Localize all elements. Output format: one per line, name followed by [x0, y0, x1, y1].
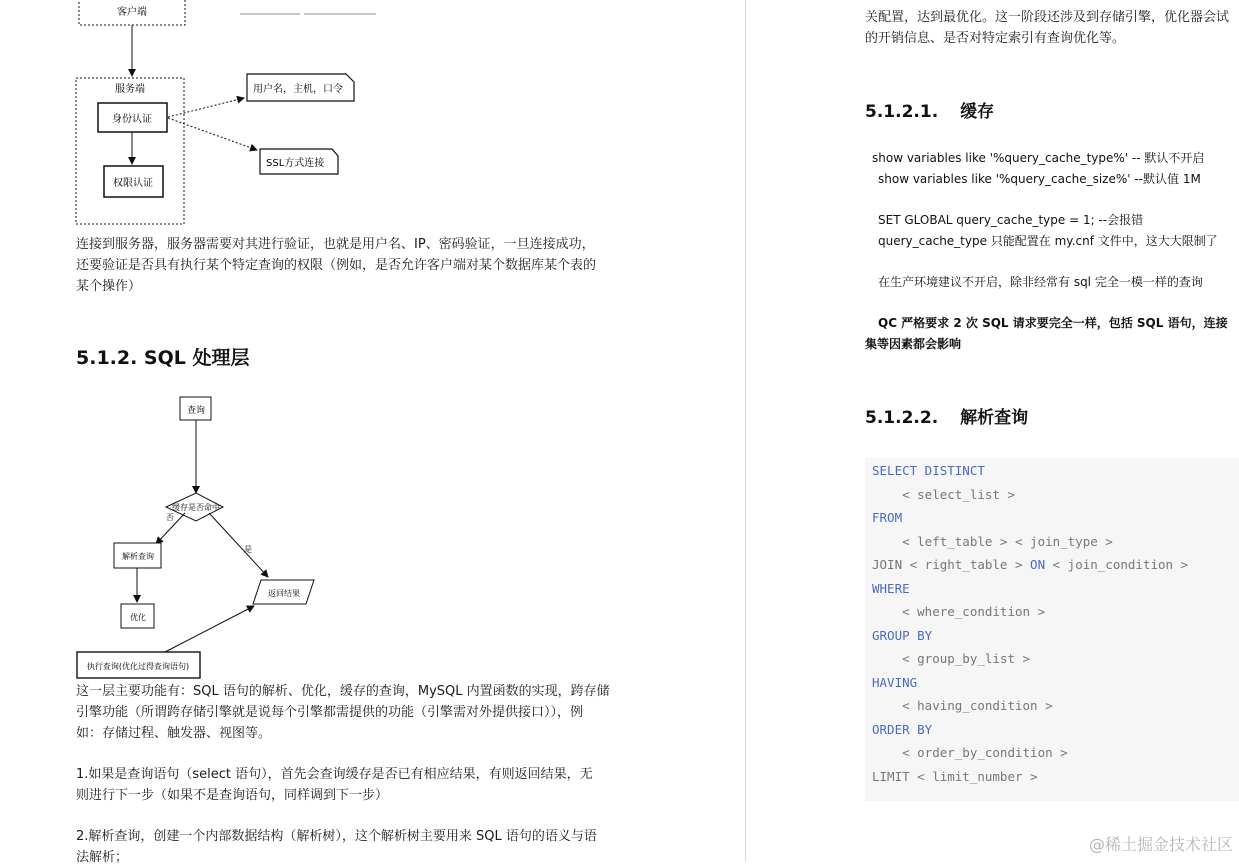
server-label: 服务端 — [115, 84, 145, 95]
heading-cache-number: 5.1.2.1. — [865, 102, 939, 122]
page-divider — [745, 0, 746, 861]
note1-text: 用户名，主机，口令 — [253, 84, 343, 95]
note2-text: SSL方式连接 — [266, 158, 325, 169]
para1-line: 连接到服务器，服务器需要对其进行验证，也就是用户名、IP、密码验证，一旦连接成功， — [76, 237, 595, 252]
auth-label: 身份认证 — [112, 114, 152, 125]
connection-auth-diagram — [70, 0, 370, 230]
code-line: SELECT DISTINCT — [872, 463, 985, 478]
code-line: WHERE — [872, 580, 910, 596]
para-connection — [76, 234, 636, 297]
para-step2 — [76, 826, 636, 868]
parse-label: 解析查询 — [122, 552, 154, 561]
para1-line: 某个操作） — [76, 279, 142, 294]
para2-line: 这一层主要功能有：SQL 语句的解析、优化，缓存的查询，MySQL 内置函数的实现，跨存储 — [76, 684, 610, 699]
result-label: 返回结果 — [268, 589, 300, 598]
code-line: ORDER BY — [872, 721, 933, 737]
optimize-label: 优化 — [130, 613, 146, 622]
intro-line: 关配置，达到最优化。这一阶段还涉及到存储引擎，优化器会试 — [865, 10, 1230, 25]
code-line: FROM — [872, 510, 903, 525]
cache-line-1: show variables like '%query_cache_type%' -- 默认不开启 — [872, 151, 1205, 165]
qc-bold-line-2: 集等因素都会影响 — [865, 337, 962, 351]
para-step1 — [76, 764, 636, 806]
heading-cache-text: 缓存 — [960, 102, 995, 122]
code-line: GROUP BY — [872, 627, 933, 643]
para-sql-layer — [76, 681, 636, 744]
cache-line-4: query_cache_type 只能配置在 my.cnf 文件中，这大大限制了 — [878, 234, 1218, 248]
sql-code-block — [865, 458, 1239, 801]
cache-line-3: SET GLOBAL query_cache_type = 1; --会报错 — [878, 213, 1144, 227]
code-line: JOIN < right_table > ON < join_condition > — [872, 557, 1189, 572]
right-intro — [865, 7, 1229, 49]
client-label: 客户端 — [117, 7, 147, 18]
query-label: 查询 — [186, 406, 206, 416]
code-line: < order_by_condition > — [872, 745, 1068, 760]
para1-line: 还要验证是否具有执行某个特定查询的权限（例如，是否允许客户端对某个数据库某个表的 — [76, 258, 597, 273]
code-line: < left_table > < join_type > — [872, 533, 1113, 549]
sql-processing-flowchart — [70, 390, 330, 680]
para3-line: 1.如果是查询语句（select 语句），首先会查询缓存是否已有相应结果，有则返回结果，无 — [76, 767, 593, 782]
qc-bold-line-1: QC 严格要求 2 次 SQL 请求要完全一样，包括 SQL 语句，连接 — [878, 316, 1228, 330]
para4-line: 2.解析查询，创建一个内部数据结构（解析树），这个解析树主要用来 SQL 语句的语义与语 — [76, 829, 597, 844]
execute-label: 执行查询(优化过得查询语句) — [86, 662, 190, 671]
section-title-sql-layer: 5.1.2. SQL 处理层 — [76, 347, 250, 369]
heading-cache — [865, 97, 994, 122]
perm-label: 权限认证 — [113, 178, 153, 189]
code-line: < group_by_list > — [872, 651, 1031, 666]
code-line: LIMIT < limit_number > — [872, 768, 1038, 784]
intro-line: 的开销信息、是否对特定索引有查询优化等。 — [865, 31, 1126, 46]
code-line: < where_condition > — [872, 604, 1046, 619]
heading-parse-text: 解析查询 — [960, 408, 1029, 428]
para2-line: 引擎功能（所谓跨存储引擎就是说每个引擎都需提供的功能（引擎需对外提供接口）），例 — [76, 705, 584, 720]
code-line: HAVING — [872, 674, 918, 690]
heading-parse-number: 5.1.2.2. — [865, 408, 939, 428]
code-line: < having_condition > — [872, 698, 1053, 713]
para3-line: 则进行下一步（如果不是查询语句，同样调到下一步） — [76, 788, 389, 803]
cache-line-5: 在生产环境建议不开启，除非经常有 sql 完全一模一样的查询 — [878, 275, 1203, 289]
para4-line: 法解析； — [76, 850, 129, 865]
cache-line-2: show variables like '%query_cache_size%' --默认值 1M — [878, 172, 1201, 186]
heading-parse — [865, 403, 1028, 428]
yes-label: 是 — [244, 545, 252, 554]
decision-label: 缓存是否命中 — [172, 503, 220, 512]
no-label: 否 — [166, 513, 174, 522]
para2-line: 如：存储过程、触发器、视图等。 — [76, 726, 272, 741]
watermark: @稀土掘金技术社区 — [1088, 835, 1233, 854]
server-container — [76, 78, 184, 224]
code-line: < select_list > — [872, 486, 1015, 502]
